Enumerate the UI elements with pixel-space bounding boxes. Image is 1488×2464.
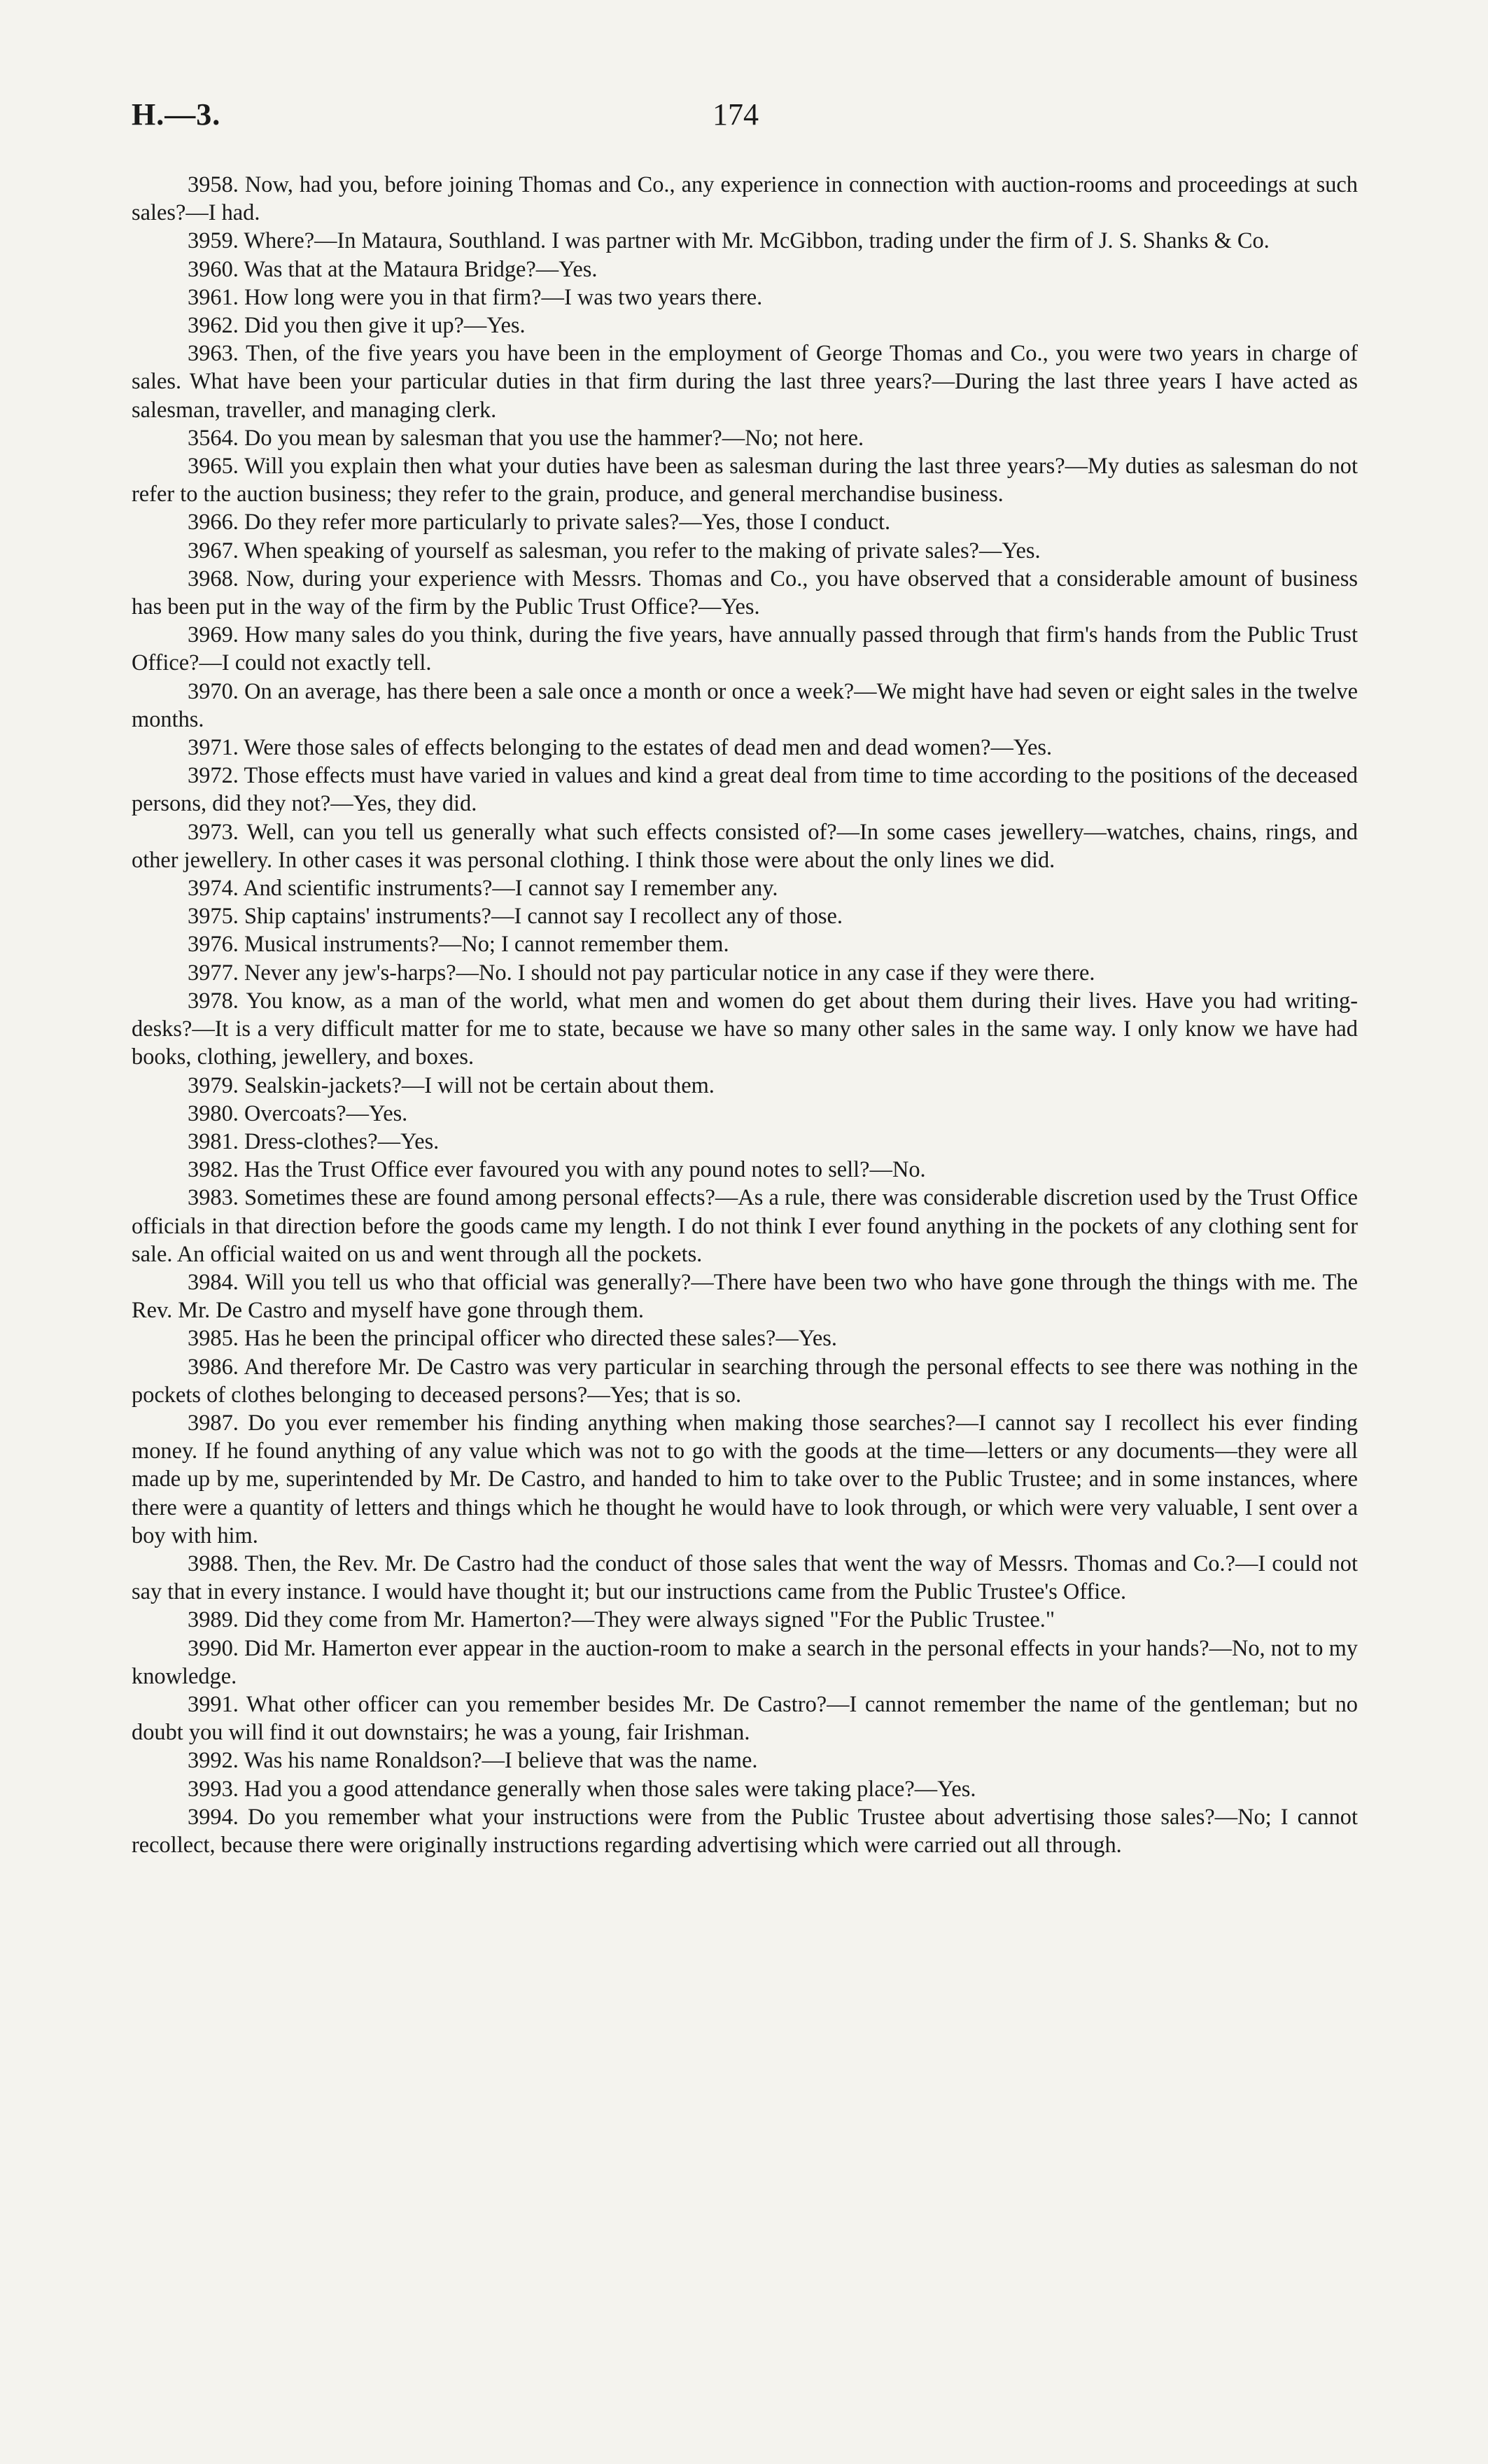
paragraph-3986: 3986. And therefore Mr. De Castro was very particular in searching through the personal effects to see there was nothing in the pockets of clothes belonging to deceased persons?—Yes; that is so. [132, 1354, 1358, 1408]
paragraph-3965: 3965. Will you explain then what your duties have been as salesman during the last three years?—My duties as salesman do not refer to the auction business; they refer to the grain, produce, and general merchandise business. [132, 454, 1358, 507]
paragraph-3988: 3988. Then, the Rev. Mr. De Castro had the conduct of those sales that went the way of Messrs. Thomas and Co.?—I could not say that in every instance. I would have thought it; but our instructions came from the Public Trustee's Office. [132, 1550, 1358, 1605]
paragraph-3976: 3976. Musical instruments?—No; I cannot remember them. [188, 932, 729, 958]
page-header [132, 97, 1358, 146]
paragraph-3979: 3979. Sealskin-jackets?—I will not be certain about them. [188, 1072, 715, 1098]
paragraph-3981: 3981. Dress-clothes?—Yes. [188, 1128, 440, 1154]
paragraph-3959: 3959. Where?—In Mataura, Southland. I was partner with Mr. McGibbon, trading under the firm of J. S. Shanks & Co. [188, 228, 1270, 254]
paragraph-3974: 3974. And scientific instruments?—I cannot say I remember any. [188, 876, 778, 902]
paragraph-3970: 3970. On an average, has there been a sale once a month or once a week?—We might have had seven or eight sales in the twelve months. [132, 678, 1358, 732]
document-reference: H.—3. [132, 97, 221, 132]
paragraph-3966: 3966. Do they refer more particularly to private sales?—Yes, those I conduct. [188, 510, 891, 536]
paragraph-3992: 3992. Was his name Ronaldson?—I believe that was the name. [188, 1748, 758, 1774]
paragraph-3969: 3969. How many sales do you think, during the five years, have annually passed through that firm's hands from the Public Trust Office?—I could not exactly tell. [132, 622, 1358, 676]
paragraph-3975: 3975. Ship captains' instruments?—I cannot say I recollect any of those. [188, 904, 843, 930]
paragraph-3968: 3968. Now, during your experience with Messrs. Thomas and Co., you have observed that a considerable amount of business has been put in the way of the firm by the Public Trust Office?—Yes. [132, 566, 1358, 620]
paragraph-3962: 3962. Did you then give it up?—Yes. [188, 313, 526, 339]
paragraph-3980: 3980. Overcoats?—Yes. [188, 1100, 408, 1126]
paragraph-3982: 3982. Has the Trust Office ever favoured you with any pound notes to sell?—No. [188, 1157, 926, 1183]
page-number: 174 [713, 97, 759, 132]
paragraph-3967: 3967. When speaking of yourself as salesman, you refer to the making of private sales?—Yes. [188, 538, 1041, 564]
paragraph-3964: 3564. Do you mean by salesman that you use the hammer?—No; not here. [188, 425, 864, 451]
paragraph-3990: 3990. Did Mr. Hamerton ever appear in the auction-room to make a search in the personal effects in your hands?—No, not to my knowledge. [132, 1635, 1358, 1689]
paragraph-3961: 3961. How long were you in that firm?—I was two years there. [188, 284, 763, 310]
paragraph-3983: 3983. Sometimes these are found among personal effects?—As a rule, there was considerable discretion used by the Trust Office officials in that direction before the goods came my length. I do not think I ever found anything in the pockets of any clothing sent for sale. An official waited on us and went through all the pockets. [132, 1185, 1358, 1267]
paragraph-3960: 3960. Was that at the Mataura Bridge?—Yes. [188, 256, 598, 282]
paragraph-3958: 3958. Now, had you, before joining Thomas and Co., any experience in connection with auction-rooms and proceedings at such sales?—I had. [132, 172, 1358, 226]
testimony-text [132, 171, 1358, 1859]
paragraph-3987: 3987. Do you ever remember his finding anything when making those searches?—I cannot say I recollect his ever finding money. If he found anything of any value which was not to go with the goods at the time—letters or any documents—they were all made up by me, superintended by Mr. De Castro, and handed to him to take over to the Public Trustee; and in some instances, where there were a quantity of letters and things which he thought he would have to look through, or which were very valuable, I sent over a boy with him. [132, 1410, 1358, 1548]
paragraph-3994: 3994. Do you remember what your instructions were from the Public Trustee about advertising those sales?—No; I cannot recollect, because there were originally instructions regarding advertising which were carried out all through. [132, 1804, 1358, 1858]
paragraph-3972: 3972. Those effects must have varied in values and kind a great deal from time to time according to the positions of the deceased persons, did they not?—Yes, they did. [132, 763, 1358, 817]
paragraph-3991: 3991. What other officer can you remember besides Mr. De Castro?—I cannot remember the name of the gentleman; but no doubt you will find it out downstairs; he was a young, fair Irishman. [132, 1691, 1358, 1746]
paragraph-3963: 3963. Then, of the five years you have been in the employment of George Thomas and Co., you were two years in charge of sales. What have been your particular duties in that firm during the last three years?—During the last three years I have acted as salesman, traveller, and managing clerk. [132, 341, 1358, 423]
paragraph-3971: 3971. Were those sales of effects belonging to the estates of dead men and dead women?—Yes. [188, 735, 1053, 761]
paragraph-3989: 3989. Did they come from Mr. Hamerton?—They were always signed "For the Public Trustee." [188, 1607, 1055, 1633]
paragraph-3973: 3973. Well, can you tell us generally what such effects consisted of?—In some cases jewellery—watches, chains, rings, and other jewellery. In other cases it was personal clothing. I think those were about the only lines we did. [132, 819, 1358, 873]
paragraph-3978: 3978. You know, as a man of the world, what men and women do get about them during their lives. Have you had writing-desks?—It is a very difficult matter for me to state, because we have so many other sales in the same way. I only know we have had books, clothing, jewellery, and boxes. [132, 988, 1358, 1070]
paragraph-3993: 3993. Had you a good attendance generally when those sales were taking place?—Yes. [188, 1776, 976, 1802]
paragraph-3977: 3977. Never any jew's-harps?—No. I should not pay particular notice in any case if they were there. [188, 960, 1095, 986]
paragraph-3985: 3985. Has he been the principal officer who directed these sales?—Yes. [188, 1326, 837, 1352]
paragraph-3984: 3984. Will you tell us who that official was generally?—There have been two who have gone through the things with me. The Rev. Mr. De Castro and myself have gone through them. [132, 1269, 1358, 1324]
